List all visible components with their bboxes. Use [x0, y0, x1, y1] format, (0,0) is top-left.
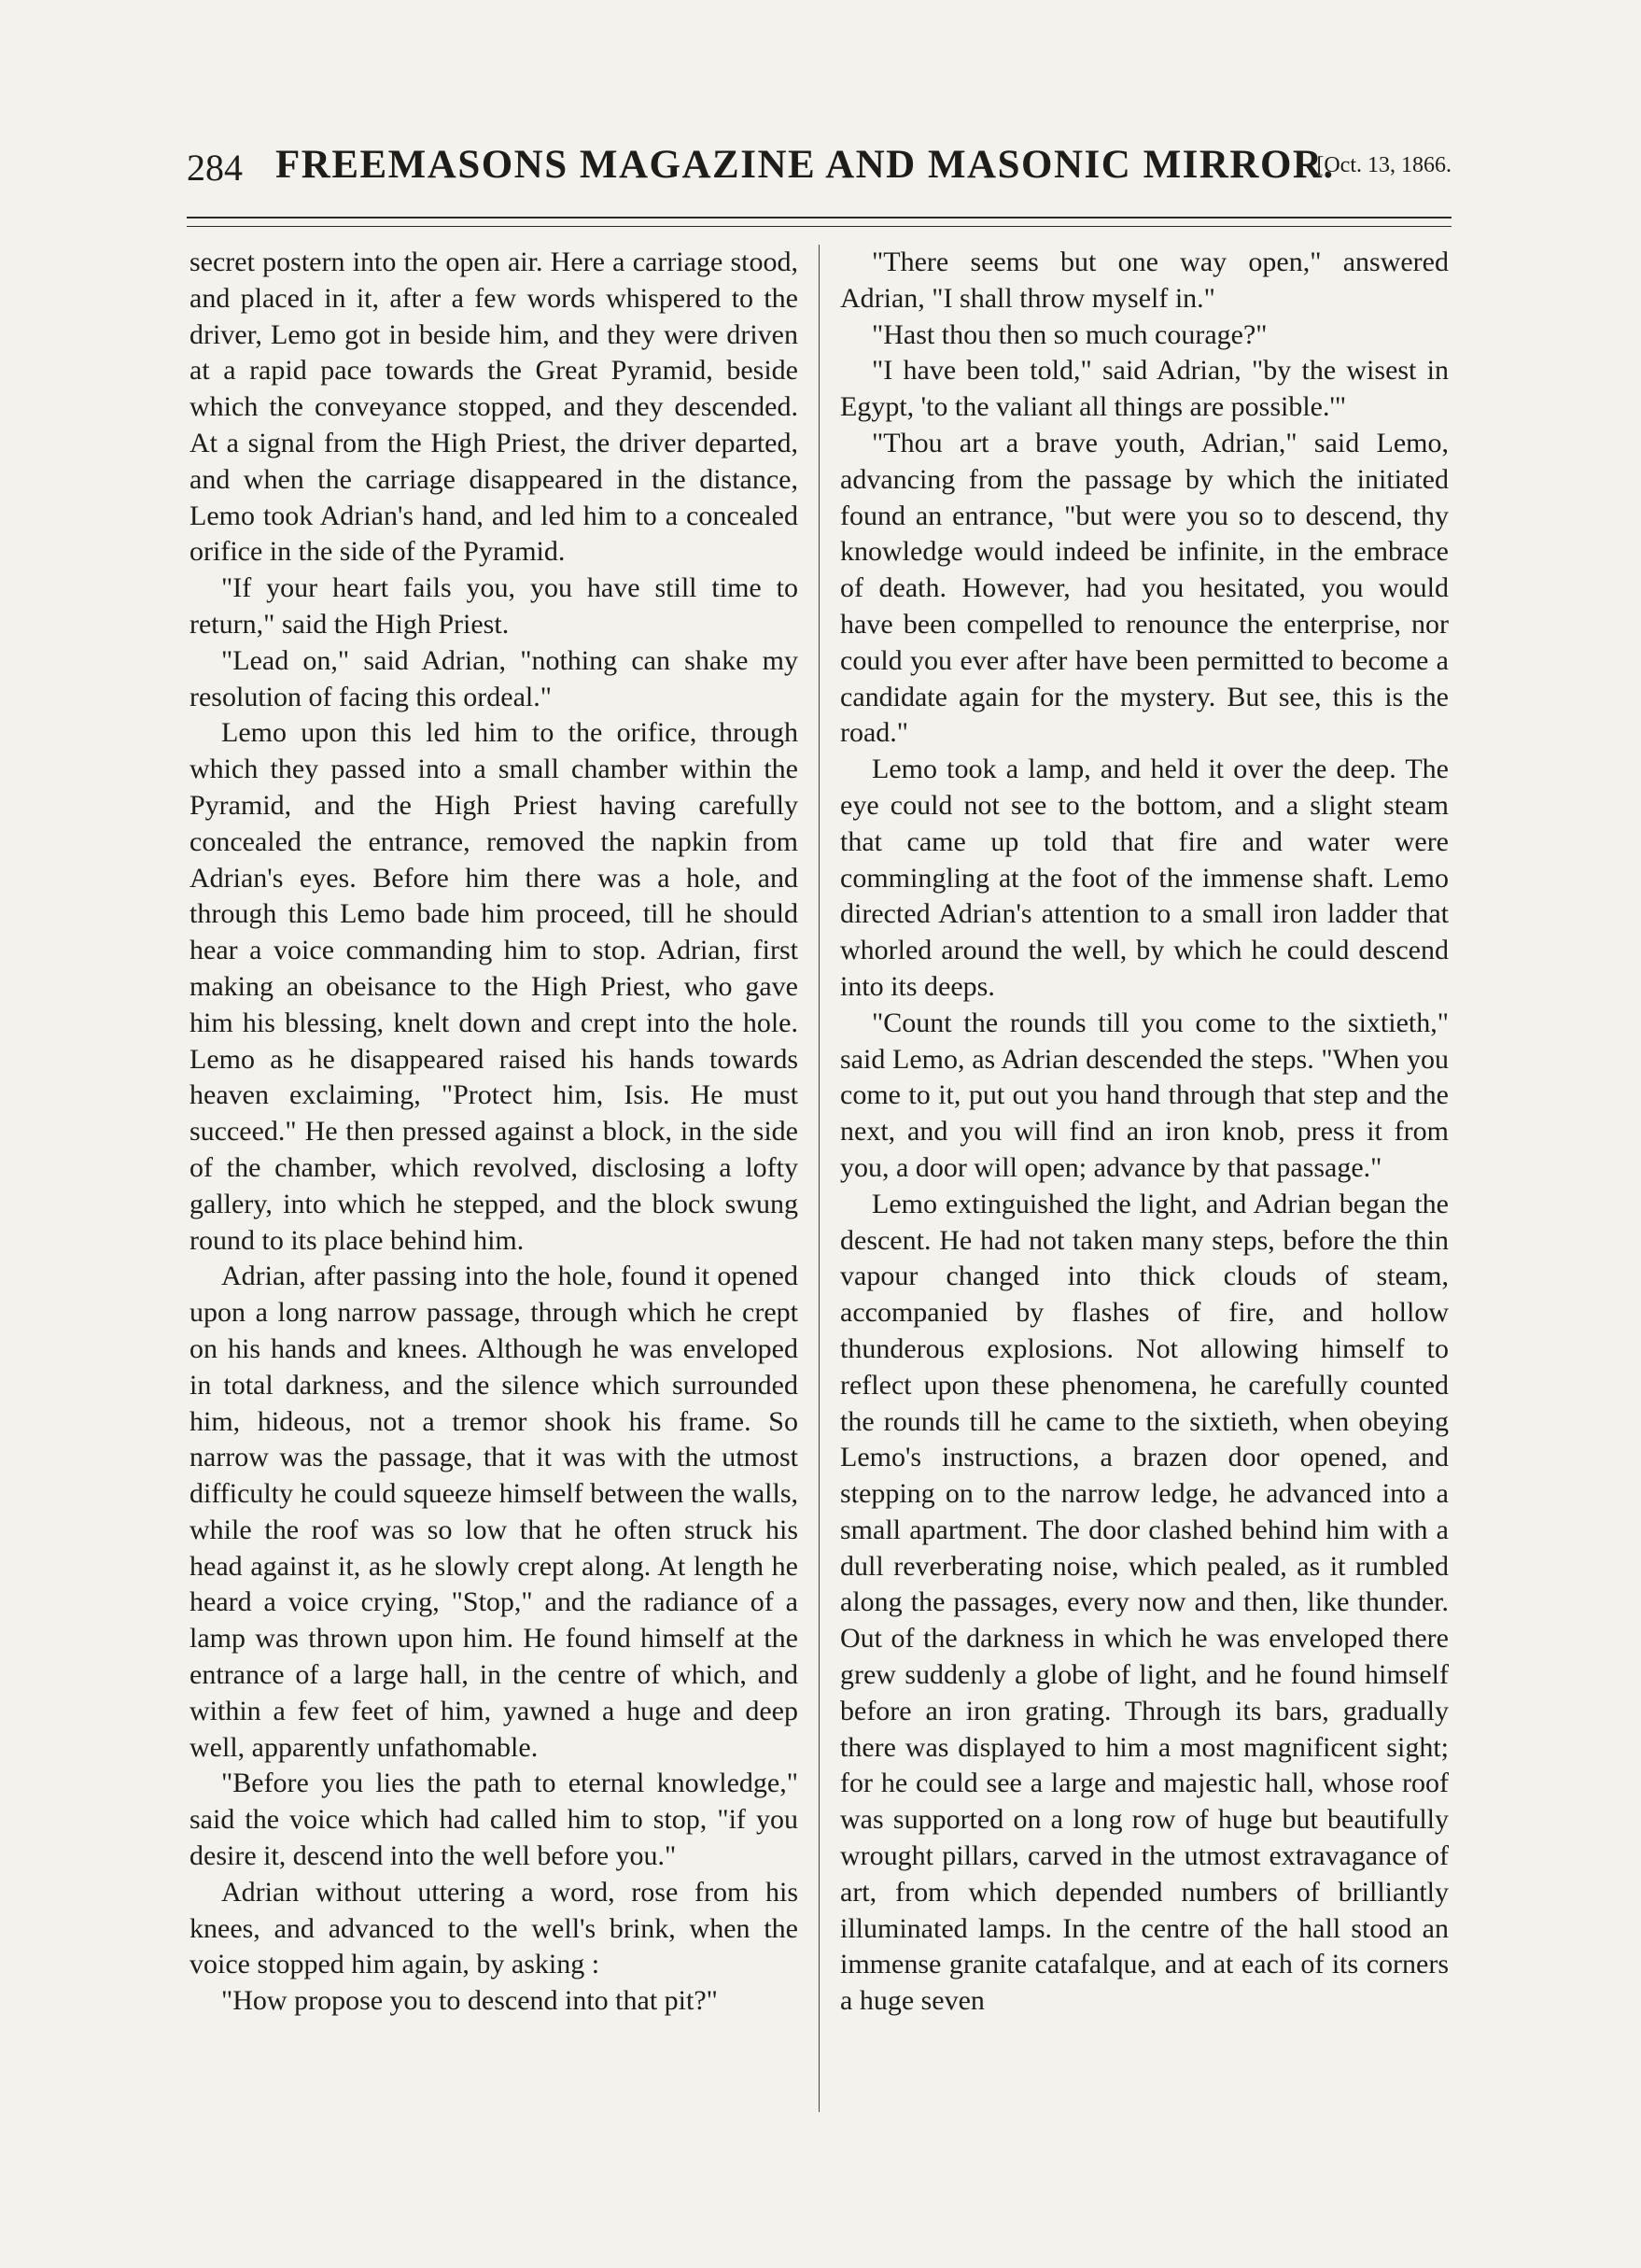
paragraph: "I have been told," said Adrian, "by the wisest in Egypt, 'to the valiant all things are possible.'" — [840, 355, 1449, 423]
paragraph: "Count the rounds till you come to the sixtieth," said Lemo, as Adrian descended the steps. "When you come to it, put out you hand through that step and the next, and you will find an iron knob, press it from you, a door will open; advance by that passage." — [840, 1007, 1449, 1183]
paragraph: "How propose you to descend into that pit?" — [221, 1985, 718, 2017]
column-divider — [819, 245, 820, 2112]
paragraph: "Hast thou then so much courage?" — [872, 318, 1268, 350]
right-column — [840, 245, 1449, 2121]
paragraph: Lemo extinguished the light, and Adrian began the descent. He had not taken many steps, before the thin vapour changed into thick clouds of steam, accompanied by flashes of fire, and hollow thunderous explosions. Not allowing himself to reflect upon these phenomena, he carefully counted the rounds till he came to the sixtieth, when obeying Lemo's instructions, a brazen door opened, and stepping on to the narrow ledge, he advanced into a small apartment. The door clashed behind him with a dull reverberating noise, which pealed, as it rumbled along the passages, every now and then, like thunder. Out of the darkness in which he was enveloped there grew suddenly a globe of light, and he found himself before an iron grating. Through its bars, gradually there was displayed to him a most magnificent sight; for he could see a large and majestic hall, whose roof was supported on a long row of huge but beautifully wrought pillars, carved in the utmost extravagance of art, from which depended numbers of brilliantly illuminated lamps. In the centre of the hall stood an immense granite catafalque, and at each of its corners a huge seven — [840, 1188, 1449, 2017]
running-title: FREEMASONS MAGAZINE AND MASONIC MIRROR. — [275, 143, 1335, 187]
page-number: 284 — [187, 147, 243, 189]
header-rule-thick — [187, 217, 1452, 218]
page-header — [187, 138, 1452, 204]
paragraph: secret postern into the open air. Here a carriage stood, and placed in it, after a few words whispered to the driver, Lemo got in beside him, and they were driven at a rapid pace towards the Great Pyramid, beside which the conveyance stopped, and they descended. At a signal from the High Priest, the driver departed, and when the carriage disappeared in the distance, Lemo took Adrian's hand, and led him to a concealed orifice in the side of the Pyramid. — [189, 247, 798, 568]
paragraph: "If your heart fails you, you have still time to return," said the High Priest. — [189, 572, 798, 640]
paragraph: "Thou art a brave youth, Adrian," said Lemo, advancing from the passage by which the initiated found an entrance, "but were you so to descend, thy knowledge would indeed be infinite, in the embrace of death. However, had you hesitated, you would have been compelled to renounce the enterprise, nor could you ever after have been permitted to become a candidate again for the mystery. But see, this is the road." — [840, 427, 1449, 749]
paragraph: Adrian, after passing into the hole, found it opened upon a long narrow passage, through which he crept on his hands and knees. Although he was enveloped in total darkness, and the silence which surrounded him, hideous, not a tremor shook his frame. So narrow was the passage, that it was with the utmost difficulty he could squeeze himself between the walls, while the roof was so low that he often struck his head against it, as he slowly crept along. At length he heard a voice crying, "Stop," and the radiance of a lamp was thrown upon him. He found himself at the entrance of a large hall, in the centre of which, and within a few feet of him, yawned a huge and deep well, apparently unfathomable. — [189, 1261, 798, 1763]
paragraph: Lemo took a lamp, and held it over the deep. The eye could not see to the bottom, and a slight steam that came up told that fire and water were commingling at the foot of the immense shaft. Lemo directed Adrian's attention to a small iron ladder that whorled around the well, by which he could descend into its deeps. — [840, 754, 1449, 1002]
left-column — [189, 245, 798, 2121]
header-rule-thin — [187, 226, 1452, 227]
paragraph: "There seems but one way open," answered Adrian, "I shall throw myself in." — [840, 247, 1449, 314]
paragraph: Lemo upon this led him to the orifice, through which they passed into a small chamber within the Pyramid, and the High Priest having carefully concealed the entrance, removed the napkin from Adrian's eyes. Before him there was a hole, and through this Lemo bade him proceed, till he should hear a voice commanding him to stop. Adrian, first making an obeisance to the High Priest, who gave him his blessing, knelt down and crept into the hole. Lemo as he disappeared raised his hands towards heaven exclaiming, "Protect him, Isis. He must succeed." He then pressed against a block, in the side of the chamber, which revolved, disclosing a lofty gallery, into which he stepped, and the block swung round to its place behind him. — [189, 717, 798, 1256]
paragraph: Adrian without uttering a word, rose from his knees, and advanced to the well's brink, when the voice stopped him again, by asking : — [189, 1876, 798, 1980]
issue-date: [Oct. 13, 1866. — [1316, 153, 1452, 177]
paragraph: "Lead on," said Adrian, "nothing can shake my resolution of facing this ordeal." — [189, 644, 798, 712]
paragraph: "Before you lies the path to eternal knowledge," said the voice which had called him to stop, "if you desire it, descend into the well before you." — [189, 1768, 798, 1872]
